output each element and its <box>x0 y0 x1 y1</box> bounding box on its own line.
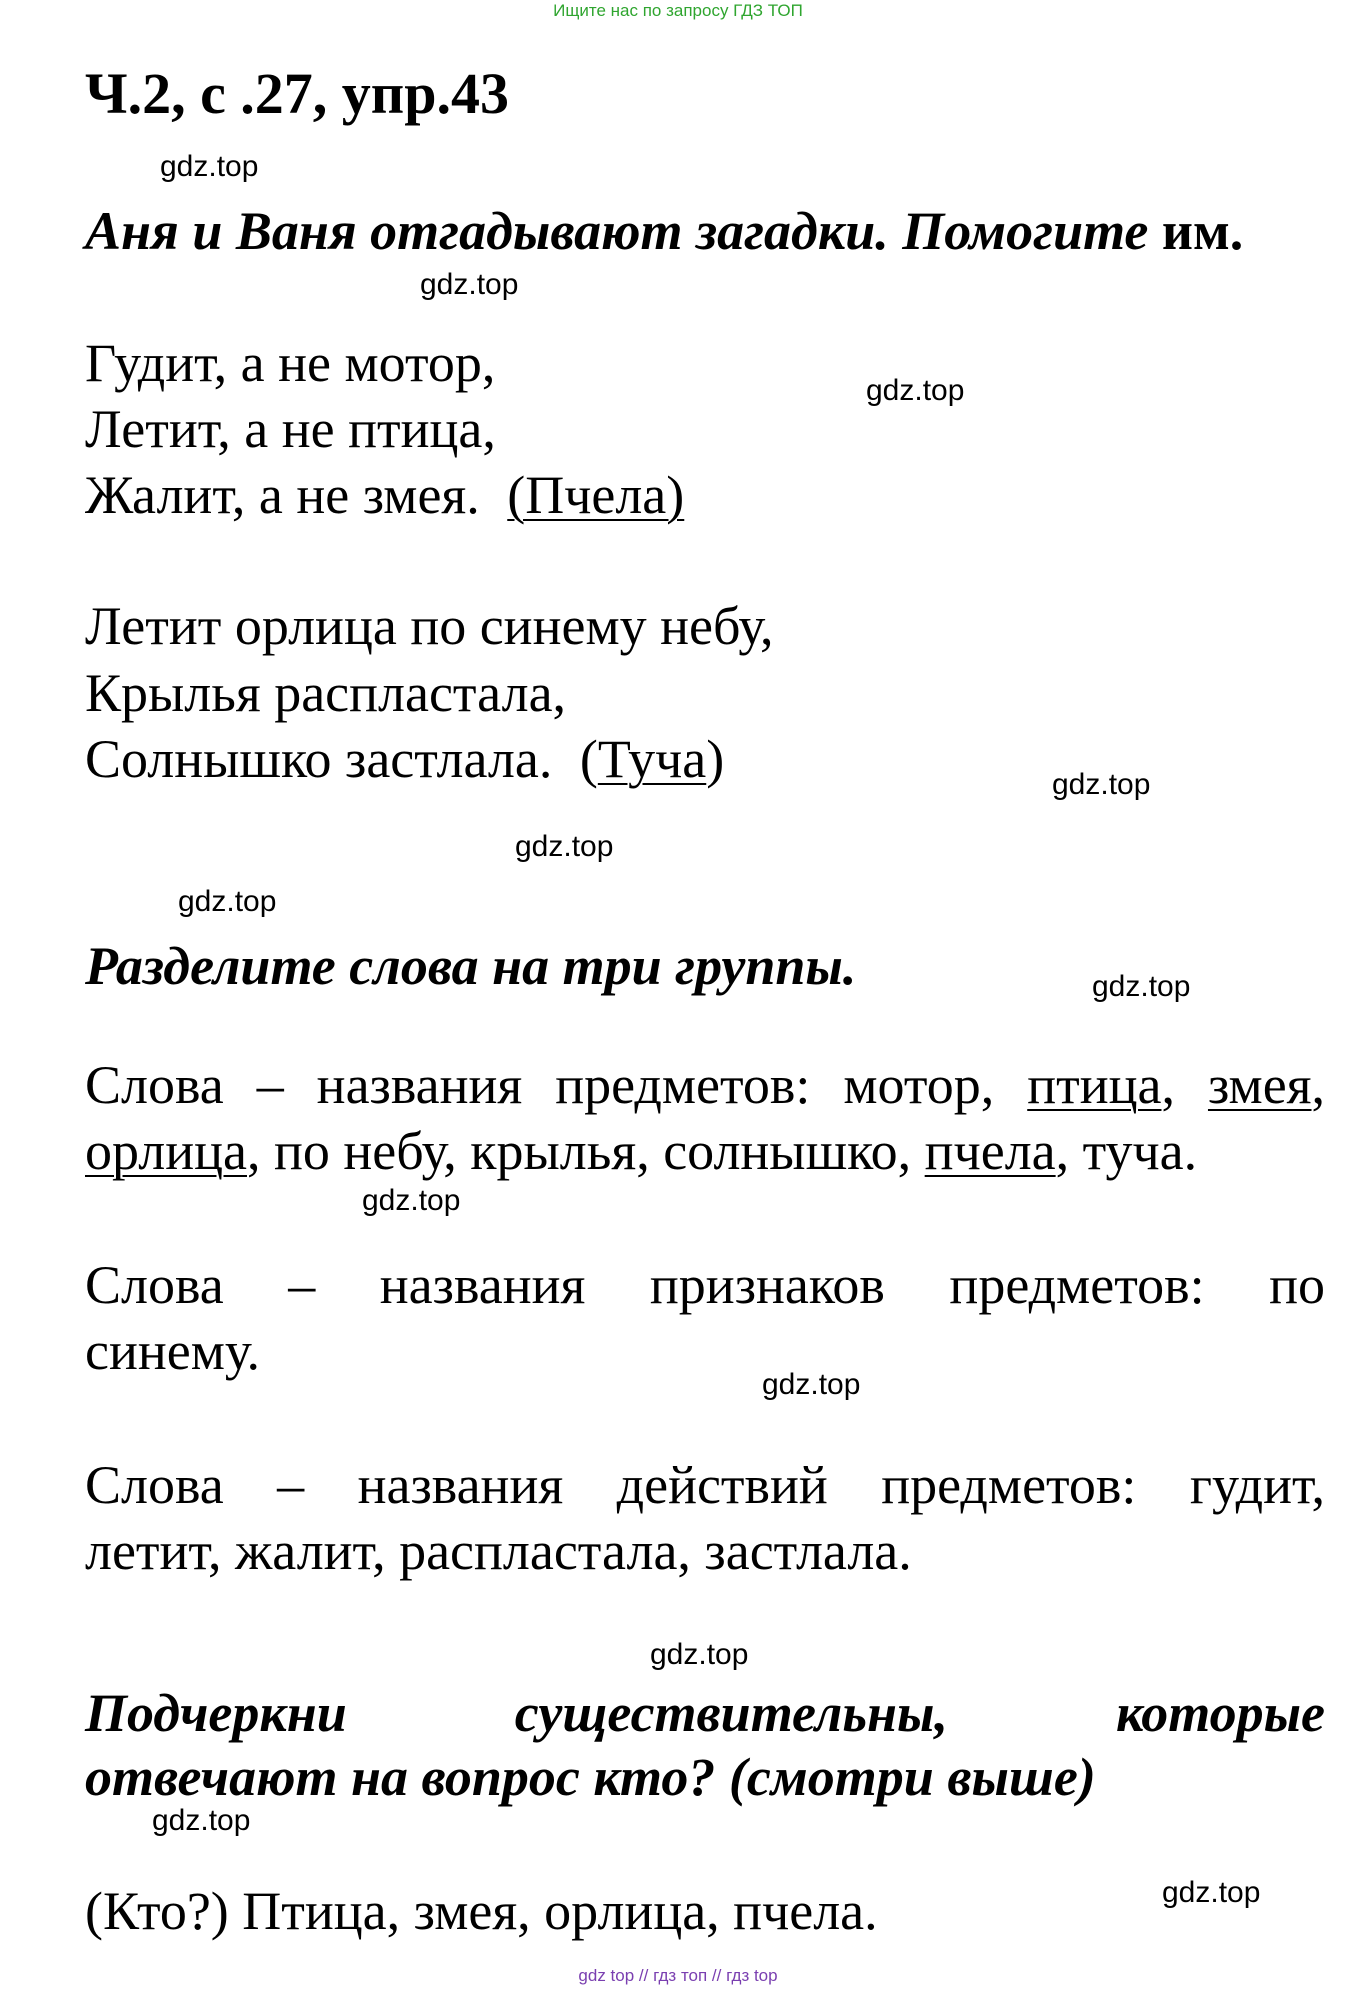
watermark: gdz.top <box>1162 1876 1261 1909</box>
dash: – <box>277 1455 305 1515</box>
task-groups: Разделите слова на три группы. <box>85 936 857 996</box>
riddle2-line1: Летит орлица по синему небу, <box>85 596 774 656</box>
task-underline-line2: отвечают на вопрос кто? (смотри выше) <box>85 1747 1096 1807</box>
exercise-heading: Ч.2, с .27, упр.43 <box>85 61 509 126</box>
watermark: gdz.top <box>420 268 519 301</box>
group-actions-line1 <box>85 1452 1325 1518</box>
word: названия <box>357 1455 564 1515</box>
word: Слова <box>85 1455 224 1515</box>
riddle1-line1: Гудит, а не мотор, <box>85 333 496 393</box>
group-objects-end: , туча. <box>1055 1121 1198 1181</box>
watermark: gdz.top <box>866 374 965 407</box>
underlined-zmeya: змея <box>1207 1055 1312 1115</box>
riddle1-line3-text: Жалит, а не змея. <box>85 465 480 525</box>
watermark: gdz.top <box>515 830 614 863</box>
word: названия <box>379 1255 586 1315</box>
word: признаков <box>649 1255 885 1315</box>
group-signs-line2: синему. <box>85 1321 260 1381</box>
riddle2-answer: Туча <box>597 729 707 789</box>
bottom-note: gdz top // гдз топ // гдз top <box>578 1966 778 1985</box>
final-answer: (Кто?) Птица, змея, орлица, пчела. <box>85 1881 878 1941</box>
top-search-note: Ищите нас по запросу ГДЗ ТОП <box>553 1 803 20</box>
word: гудит, <box>1189 1455 1326 1515</box>
task-riddles <box>85 200 1243 262</box>
riddle2-answer-close: ) <box>706 729 725 789</box>
watermark: gdz.top <box>1052 768 1151 801</box>
task-underline-line1 <box>85 1680 1325 1746</box>
word: по <box>1269 1255 1326 1315</box>
task-riddles-suffix: им. <box>1161 201 1244 261</box>
group-objects-label: Слова – названия предметов: мотор, <box>85 1055 995 1115</box>
word: существительны, <box>514 1683 948 1743</box>
task-riddles-text: Аня и Ваня отгадывают загадки. Помогите <box>85 201 1149 261</box>
group-objects-middle: , по небу, крылья, солнышко, <box>247 1121 912 1181</box>
underlined-orlitsa: орлица <box>85 1121 247 1181</box>
riddle1-answer: (Пчела) <box>507 465 685 525</box>
watermark: gdz.top <box>362 1184 461 1217</box>
word: которые <box>1115 1683 1326 1743</box>
watermark: gdz.top <box>178 885 277 918</box>
underlined-ptitsa: птица <box>1027 1055 1162 1115</box>
comma: , <box>1311 1055 1326 1115</box>
watermark: gdz.top <box>1092 970 1191 1003</box>
group-objects-line1 <box>85 1052 1325 1118</box>
word: Подчеркни <box>85 1683 347 1743</box>
riddle2-answer-open: ( <box>579 729 598 789</box>
underlined-pchela: пчела <box>924 1121 1056 1181</box>
group-actions-line2: летит, жалит, распластала, застлала. <box>85 1521 912 1581</box>
group-signs-line1 <box>85 1252 1325 1318</box>
word: предметов: <box>881 1455 1137 1515</box>
watermark: gdz.top <box>650 1638 749 1671</box>
watermark: gdz.top <box>152 1804 251 1837</box>
dash: – <box>288 1255 316 1315</box>
watermark: gdz.top <box>160 150 259 183</box>
riddle1-line3 <box>85 462 684 528</box>
riddle2-line2: Крылья распластала, <box>85 663 567 723</box>
riddle2-line3 <box>85 726 724 792</box>
group-objects-line2 <box>85 1118 1325 1184</box>
word: предметов: <box>949 1255 1205 1315</box>
riddle2-line3-text: Солнышко застлала. <box>85 729 553 789</box>
watermark: gdz.top <box>762 1368 861 1401</box>
word: действий <box>616 1455 828 1515</box>
word: Слова <box>85 1255 224 1315</box>
comma: , <box>1161 1055 1175 1115</box>
riddle1-line2: Летит, а не птица, <box>85 399 496 459</box>
